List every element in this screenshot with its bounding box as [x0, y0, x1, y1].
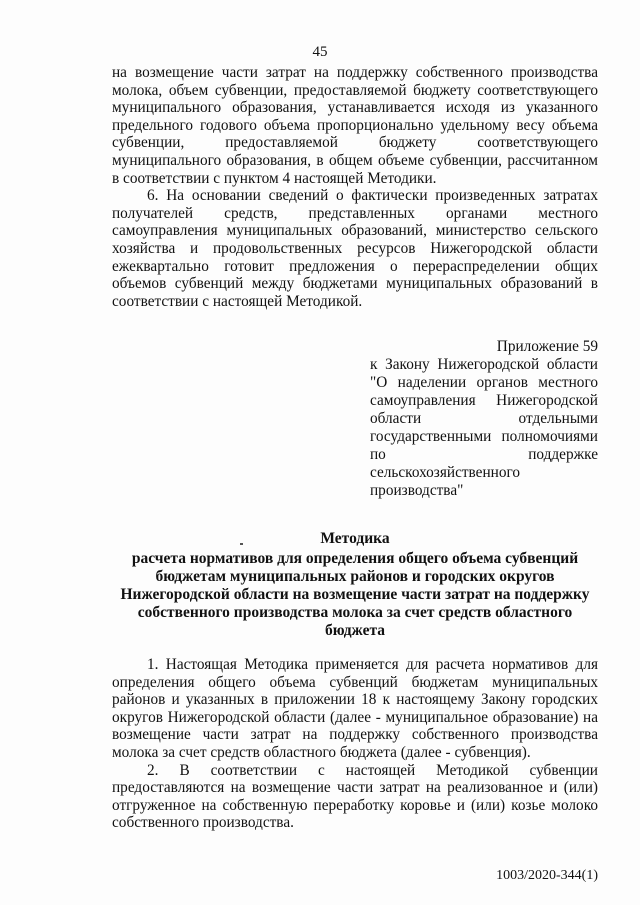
paragraph-1: 1. Настоящая Методика применяется для расчета нормативов для определения общего объема субвенций бюджетам муниципальных районов и указанных в приложении 18 к настоящему Закону городских округов Нижегородской области (далее - муниципальное образование) на возмещение части затрат на поддержку собственного производства молока за счет средств областного бюджета (далее - субвенция).	[112, 656, 598, 761]
paragraph-2: 2. В соответствии с настоящей Методикой субвенции предоставляются на возмещение части затрат на реализованное и (или) отгруженное на собственную переработку коровье и (или) козье молоко собственного производства.	[112, 761, 598, 832]
page-number: 45	[312, 44, 328, 60]
paragraph-continuation: на возмещение части затрат на поддержку собственного производства молока, объем субвенции, предоставляемой бюджету соответствующего муниципального образования, устанавливается исходя из указанного предельного годового объема пропорционально удельному весу объема субвенции, предоставляемой бюджету соответствующего муниципального образования, в общем объеме субвенции, рассчитанном в соответствии с пунктом 4 настоящей Методики.	[112, 64, 598, 187]
top-text-block	[112, 64, 598, 310]
bottom-text-block	[112, 656, 598, 832]
appendix-reference: к Закону Нижегородской области "О наделении органов местного самоуправления Нижегородской области отдельными государственными полномочиями по поддержке сельскохозяйственного производства"	[370, 356, 598, 499]
methodology-title	[112, 530, 598, 640]
methodology-subtitle: расчета нормативов для определения общего объема субвенций бюджетам муниципальных районов и городских округов Нижегородской области на возмещение части затрат на поддержку собственного производства молока за счет средств областного бюджета	[120, 550, 590, 639]
paragraph-6: 6. На основании сведений о фактически произведенных затратах получателей средств, представленных органами местного самоуправления муниципальных образований, министерство сельского хозяйства и продовольственных ресурсов Нижегородской области ежеквартально готовит предложения о перераспределении общих объемов субвенций между бюджетами муниципальных образований в соответствии с настоящей Методикой.	[112, 187, 598, 310]
methodology-heading: Методика	[320, 530, 390, 547]
appendix-title: Приложение 59	[496, 338, 598, 355]
document-code: 1003/2020-344(1)	[496, 868, 598, 883]
scan-speck	[240, 543, 243, 545]
